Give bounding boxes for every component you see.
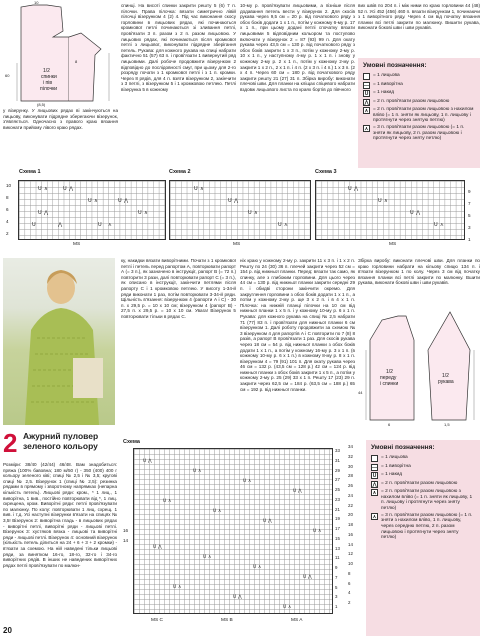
svg-text:U: U <box>278 222 282 228</box>
middle-col3-text <box>358 258 480 308</box>
knit-symbol-icon <box>371 455 378 462</box>
svg-text:⋏: ⋏ <box>440 222 444 228</box>
legend-item: = 1 лицьова <box>363 73 475 80</box>
svg-text:U: U <box>293 489 297 494</box>
col3-top-text <box>240 3 355 168</box>
svg-text:U: U <box>243 479 247 484</box>
p2-label-back: і спинки <box>380 381 399 387</box>
scheme-3-title: Схема 3 <box>315 169 337 175</box>
svg-text:U: U <box>63 186 67 192</box>
schematic-label-back: спинки <box>41 74 57 80</box>
svg-text:U: U <box>203 555 207 560</box>
col4-top-text <box>358 3 480 55</box>
svg-text:∧: ∧ <box>254 210 258 216</box>
row-numbers-right: 9 7 5 3 1 <box>468 189 471 242</box>
svg-text:∧: ∧ <box>200 186 204 192</box>
legend-bottom <box>366 440 480 636</box>
svg-text:U: U <box>163 499 167 504</box>
svg-text:U: U <box>173 585 177 590</box>
scheme-3-ms: MS <box>389 242 397 247</box>
pattern2-schematic <box>358 310 480 435</box>
k3tog-symbol-icon: ⋏ <box>372 513 377 520</box>
page-number: 20 <box>3 626 12 635</box>
top-schematic <box>3 0 116 107</box>
legend-item: ⋏ = 3 п. прові'язати разом лицьовою (= 1 п. зняти як лицьову, 2 п. разом лицьовою і протягнути через зняту петлю) <box>364 125 465 142</box>
svg-text:⋀: ⋀ <box>308 575 312 580</box>
p2-label-half-sleeve: 1/2 <box>442 373 449 379</box>
scheme-2-title: Схема 2 <box>169 169 191 175</box>
svg-text:U: U <box>233 595 237 600</box>
svg-text:⋀: ⋀ <box>298 489 302 494</box>
big-scheme-left-rows: 16 14 <box>123 528 129 543</box>
schematic-label-top: 10 <box>34 0 39 5</box>
svg-text:⋏: ⋏ <box>218 509 222 514</box>
ms-a-label: MS A <box>291 618 303 623</box>
legend-bottom-title: Умовні позначення: <box>371 444 435 451</box>
svg-text:∧: ∧ <box>94 198 98 204</box>
svg-text:U: U <box>143 459 147 464</box>
col1-paragraph: у візерунку. У лицьових рядах ві закінчуються на лицьову, виконувати підрядне зберегаючи візерунок, з'являється. Одночасно з правого краю вязання виконати прийому лівого краю рядах. <box>3 108 118 130</box>
pattern-title: Ажурний пуловер зеленого кольору <box>23 431 99 451</box>
svg-text:U: U <box>38 186 42 192</box>
svg-text:U: U <box>38 210 42 216</box>
svg-text:⋀: ⋀ <box>124 198 129 204</box>
purl-symbol-icon: — <box>364 82 369 89</box>
svg-text:U: U <box>118 198 122 204</box>
scheme-2-ms: MS <box>233 242 241 247</box>
svg-text:U: U <box>313 529 317 534</box>
p2-label-sleeve: рукава <box>438 379 454 385</box>
legend-item: U = 1 накид <box>364 90 395 97</box>
p2-label-bottom: 6 <box>388 422 391 427</box>
middle-col3-paragraph: ніх краю у кожному 2-му р. закрити 11 х 3 п. і 1 х 2 п. Решту по 24 (30) 36 п. плечей закрити через 52 см = 154 р. від нижньої планки. Перед: вязати так само, як спинку, але з глибоким горловини. Для цього через 44 см = 130 р. від нижньої планки закрити середні 29 п. і обидві сторони закінчити окремо. Для закруглення горловини з обох боків додати 1 х 1 п., а потім у кожному 2-му р. ще 3 х 2 п. і в 4 х 1 п. Пілочка: на нижній планці пілочки на 10 см від нижньої планки 1 х 5 п. і у кожному 10-му р. 6 х 1 п. Рукава: для кожного рукава на спиці № 2,5 набрати 71 (77) 83 п. і прові'язати для нижньої планки 6 см візерунком 1. Далі роботу продовжити за схемою № 3 візерунком 4 для рапортів А і С повторити по 7 (8) 8 разів, а рапорт B прові'язати 1 раз. Для скосів рукава через 18 см = 54 р. від нижньої планки з обох боків додати 1 х 1 п., а потім у кожному 16-му р. 3 х 1 п. (в кожному 10-му р. 6 х 1 п.) в кожному 8-му р. 8 х 1 п. візерунком 4 = 79 (91) 101 п. Для окату рукава через 46 см = 132 р. (43,5 см = 128 р.) 42 см = 124 р. від нижньої планки з обох боків закрити 1 х 5 п., а потім у кожному 2-му р. 25 (29) 33 х 1 п. Решту 17 (23) 29 п. закрити через 62,5 см = 184 р. (63,5 см = 188 р.) 65 см = 192 р. від нижньої планки. <box>240 258 355 392</box>
big-scheme-symbols <box>133 448 333 614</box>
ssk-symbol-icon: ∧ <box>364 108 369 114</box>
scheme-symbols <box>18 180 465 240</box>
svg-text:⋀: ⋀ <box>158 545 162 550</box>
svg-text:U: U <box>153 545 157 550</box>
middle-col1-text <box>121 258 236 436</box>
legend-top-title: Умовні позначення: <box>363 62 427 69</box>
legend-item: ⋏ = 3 п. прові'язати разом лицьовою (= 1 п. зняти з нахилом вліво, 1 п. лицьову, через середню петлю, 2 п. разом лицьовою і протягнути через зняту петлю) <box>372 512 473 541</box>
svg-text:⋀: ⋀ <box>44 210 49 216</box>
svg-text:U: U <box>253 565 257 570</box>
purl-symbol-icon: — <box>372 464 377 471</box>
middle-col4-paragraph: Збірка виробу: виконати плечові шви. Для планки по краю горловини набрати на кільову спицю 134 п. і в'язати візерунком 1 по колу. Через 3 см від початку вязання планки всі петлі закрити по малюнку. Вшити рукава, виконати бокові шви і шви рукавів. <box>358 258 480 286</box>
svg-text:∧: ∧ <box>144 210 148 216</box>
svg-text:U: U <box>213 509 217 514</box>
svg-text:∧: ∧ <box>44 186 48 192</box>
legend-item: ⋀ = 2 п. прові'язати разом лицьовою <box>364 98 450 106</box>
svg-text:⋏: ⋏ <box>288 605 292 610</box>
k2tog-symbol-icon: ⋀ <box>364 99 369 106</box>
schematic-label-height: 60 <box>5 73 10 78</box>
pattern-header <box>3 428 117 460</box>
knit-symbol-icon <box>363 73 370 80</box>
svg-text:⋏: ⋏ <box>108 222 112 228</box>
svg-text:⋀: ⋀ <box>58 222 63 228</box>
ms-b-label: MS B <box>221 618 233 623</box>
big-scheme-left-row-numbers: 33 31 29 27 25 23 21 19 17 15 13 11 9 7 5 3 1 <box>335 448 340 609</box>
legend-item: U = 1 накид <box>372 472 403 479</box>
svg-text:∧: ∧ <box>208 555 212 560</box>
pattern2-schematic-drawing <box>358 310 480 435</box>
p2-label-half-front: 1/2 <box>386 369 393 375</box>
svg-text:U: U <box>88 198 92 204</box>
svg-text:⋀: ⋀ <box>416 210 421 216</box>
yarn-over-symbol-icon: U <box>372 473 377 479</box>
photo-illustration <box>3 258 115 425</box>
svg-text:⋀: ⋀ <box>234 198 239 204</box>
svg-text:⋏: ⋏ <box>248 479 252 484</box>
legend-item: — = 1 виворітна <box>364 81 403 89</box>
svg-text:U: U <box>194 186 198 192</box>
svg-text:∧: ∧ <box>384 198 388 204</box>
materials-paragraph: Розміри: 38/40 (42/44) 46/48. Вам знадобиться: пряжа (100% бавовна; 180 м/50 г) - 350 (400) 400 г кольору зеленого ківі; спиці № 2,5 і № 3,5; кругові спиці № 2,5. Візерунок 1 (спиці № 2,5): резинка рядами в прямому і зворотному напрямках (непарна кількість петель). Лицьові ряди: кром., * 1 лиц., 1 виворітна, 1 вив., постійно повторювати від *, 1 лиц. скрещена, кром. Виворітні ряди: петлі прові'язувати по малюнку. По колу: повторювати 1 лиц. схрещ. 1 вив. і т.д. Усі наступні візерунки в'язати на спицях № 3,5! Візерунок 2: виворітна гладь - в лицьових рядах - виворітні петлі, виворітні ряди - лицьові петлі. Візерунок 3: хустяков вязка - лицьові та виворітні ряди - лицьові петлі. Візерунок 4: основний візерунок (кількість петель ділиться на 24 + 6 + 3 + 2 кромки) - в'язати за схемою. На ній наведені тільки лицьові ряди, за винятком 16-го, 18-го, 32-го і 34-го виворітних рядів. В інших не наведених виворітних рядах петлі прові'язувати по малюн- <box>3 462 117 568</box>
svg-text:⋏: ⋏ <box>284 222 288 228</box>
svg-text:⋏: ⋏ <box>258 565 262 570</box>
legend-item: — = 1 виворітна <box>372 463 411 471</box>
legend-item: ∧ = 2 п. прові'язати разом лицьовою з нахилом вліво (= 1 п. зняти як лицьову, 1 п. лицьову і протягнути через знятую петлю) <box>364 107 474 124</box>
svg-text:∧: ∧ <box>178 585 182 590</box>
svg-text:U: U <box>434 222 438 228</box>
legend-item: = 1 лицьова <box>371 455 475 462</box>
svg-text:U: U <box>32 222 36 228</box>
product-photo <box>3 258 115 425</box>
svg-text:U: U <box>348 186 352 192</box>
svg-text:U: U <box>138 210 142 216</box>
k3tog-symbol-icon: ⋏ <box>364 126 369 133</box>
col2-top-text <box>121 3 236 168</box>
svg-text:⋀: ⋀ <box>238 595 242 600</box>
schematic-drawing <box>3 3 116 107</box>
yarn-over-symbol-icon: U <box>364 91 369 97</box>
col4-paragraph: вих швів по 204 п. і між ними по краю горловини 44 (48) 52 п. Усі 452 (456) 460 п. вязати візерунком 1, починаючи з 1 виворітного ряду. Через 4 см від початку вязання планки всі петлі закрити по малюнку. Вишити рукава, виконати бокові шви і шви рукавів. <box>358 3 480 31</box>
svg-text:⋀: ⋀ <box>148 459 152 464</box>
middle-col2-text <box>240 258 355 436</box>
legend-top <box>358 58 480 168</box>
svg-text:∧: ∧ <box>318 529 322 534</box>
svg-text:U: U <box>248 210 252 216</box>
scheme-1-ms: MS <box>73 242 81 247</box>
k2tog-symbol-icon: ⋀ <box>372 481 377 488</box>
svg-text:∧: ∧ <box>198 469 202 474</box>
schematic-label-bottom: (8,5) <box>37 102 46 107</box>
row-numbers-left: 10 8 6 4 2 <box>6 183 12 236</box>
p2-label-height: 44 <box>358 390 363 395</box>
ms-c-label: MS C <box>151 618 163 623</box>
svg-text:⋀: ⋀ <box>268 519 272 524</box>
middle-col1-paragraph: ку, накидки вязати виворітними. Почати з 1 кромкової петлі і петель перед рапортом А, повторювати рапорт А (= 3 п.), як зазначено в інструкції, рапорт В (= 72 п.) повторити 3 рази, далі повторювати рапорт C (= 3 п.), як описано в інструкції, закінчити петлями після рапорту С і 1 кромковою петлею. У висоту 1-34-й ряди виконати 1 раз, потім повторювати 3-34-й ряди. Щільність в'язання: візерунком 4 (рапорти A і C) - 30 п. х 29,5 р. = 10 х 10 см; візерунком 4 (рапорт В) - 27,5 п. х 29,5 р. = 10 х 10 см. Увага! Візерунок 5 повторювати тільки в рядах С. <box>121 258 236 319</box>
svg-text:U: U <box>98 222 102 228</box>
col3-paragraph: 10-му р. прові'язувати лицьовими, а пізніше після додавання петель вести у візерунок 2. Для скосів рукава через 9,5 см = 20 р. від початкового ряду з обох боків додати 1 х 1 п., потім у кожному 6-му р. 17 х 1 п., при цьому додані петлі спочатку вязати лицьовими 5 відповідним кольором та поступово включати у візерунок 2 = 87 (93) 99 п. Для окату рукава через 43,5 см = 130 р. від початкового ряду з обох боків закрити 1 х 3 п., потім у кожному 2-му р. 10 х 1 п., у наступному 4-му р. 1 х 1 п. і знову у кожному 2-му р. 2 х 1 п., потім у кожному 2-му р. закрити 1 х 2 п., 2 х 1 п. і 4 п. (2 х 3 п. і 4 п.) 1 х 3 п. (2 х 4 п. Через 60 см = 180 р. від початкового ряду закрити решту 21 (27) 31 п. Збірка виробу: виконати плечові шви. Для планки на кліщах спіцевого набрати вздовж лицьового листа по краях бортів до півчного <box>240 3 355 92</box>
svg-text:U: U <box>410 210 414 216</box>
col1-top-text <box>3 108 118 168</box>
materials-text <box>3 462 117 624</box>
big-scheme-right-row-numbers: 34 32 30 28 26 24 22 20 18 16 14 12 10 8 6 4 2 <box>348 444 353 605</box>
scheme-strip <box>3 170 480 256</box>
col2-paragraph: спинці. На висоті спинки закрити решту 5 (6) 7 п. пілочки. Права пілочка: вязати симетрично лівій пілочці візерунком 4 (2) 4. Під час виконання скосу горловини в лицьових рядах, які починаються кромкової петлі починаються зі зливання петлі, прові'язати 3 п. разом з 2 п. разом лицьовою. У лицьових рядах, які починаються після кромкової петлі з лицьової, виконувати підрядне зберігання петель. Рукава: для кожного рукава на спиці набрати фактично 51 (57) 63 п. і прові'язати 1 вивернутий ряд лицьовими. Далі робоче продовжити візерунком 2 відповідно до послідовності смуг, при цьому для 2-го розряду почати з 1 кромкової петлі і з 1 п. кромки. Через 8 рядів, для 4 п. взяти візерунком 2, закінчити з 3 петлі, з візерунком 5 і 1 кромковою петлею. Петлі візерунка 5 в кожному <box>121 3 236 92</box>
legend-item: ∧ = 2 п. прові'язати разом лицьовою з нахилом вліво (= 1 п. зняти як лицьову, 1 п. лицьову і протягнути через зняту петлю) <box>372 489 473 511</box>
svg-text:U: U <box>263 519 267 524</box>
svg-text:∧: ∧ <box>168 499 172 504</box>
big-scheme <box>121 440 361 630</box>
big-scheme-title: Схема <box>123 439 140 445</box>
svg-text:U: U <box>228 198 232 204</box>
svg-text:⋀: ⋀ <box>354 186 359 192</box>
svg-text:U: U <box>303 575 307 580</box>
schematic-label-front: пілочки <box>40 86 58 92</box>
p2-label-sleeve-bottom: 1,5 <box>444 422 450 427</box>
ssk-symbol-icon: ∧ <box>372 490 377 496</box>
p2-label-front: переду <box>380 375 397 381</box>
pattern-number: 2 <box>3 428 18 458</box>
svg-text:U: U <box>283 605 287 610</box>
scheme-1-title: Схема 1 <box>19 169 41 175</box>
svg-text:U: U <box>193 469 197 474</box>
schematic-label-half: 1/2 <box>43 68 50 74</box>
svg-text:⋀: ⋀ <box>69 186 74 192</box>
schematic-label-and-half: і пів <box>43 80 52 86</box>
legend-item: ⋀ = 2 п. прові'язати разом лицьовою <box>372 480 458 488</box>
schematic-label-right: 8 <box>75 59 78 64</box>
svg-text:U: U <box>378 198 382 204</box>
